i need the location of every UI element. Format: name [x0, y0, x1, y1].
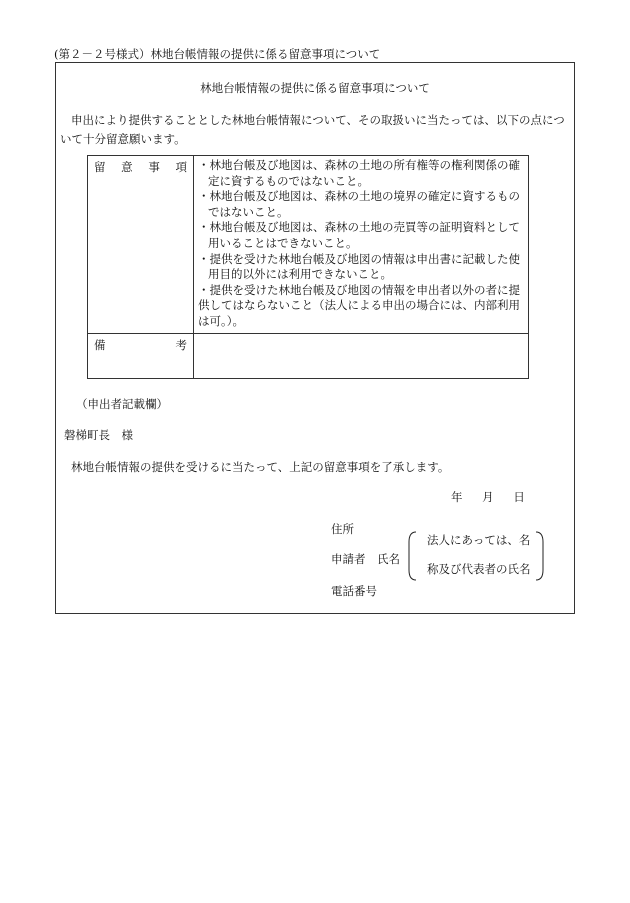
remarks-header-char: 備	[94, 337, 106, 352]
address-label: 住所	[331, 522, 354, 536]
date-line	[451, 489, 541, 505]
remarks-value-cell[interactable]	[194, 333, 529, 378]
intro-paragraph: 申出により提供することとした林地台帳情報について、その取扱いに当たっては、以下の点について十分留意願います。	[60, 113, 565, 146]
note-item: ・提供を受けた林地台帳及び地図の情報を申出者以外の者に提供してはならないこと（法人による申出の場合には、内部利用は可。）。	[198, 282, 520, 328]
addressee: 磐梯町長 様	[64, 428, 133, 442]
notes-items-cell	[194, 156, 529, 334]
remarks-header-char: 考	[175, 337, 187, 352]
date-month-label: 月	[482, 490, 494, 504]
notes-row	[88, 156, 529, 334]
form-frame	[55, 62, 575, 614]
notes-header-char: 項	[175, 160, 187, 174]
notes-header-char: 意	[121, 160, 133, 174]
notes-header-char: 留	[94, 160, 106, 174]
remarks-row	[88, 333, 529, 378]
remarks-header-cell	[88, 333, 194, 378]
applicant-section-label: （申出者記載欄）	[76, 397, 168, 411]
document-title: 林地台帳情報の提供に係る留意事項について	[200, 81, 430, 95]
acknowledgement-text: 林地台帳情報の提供を受けるに当たって、上記の留意事項を了承します。	[71, 460, 450, 474]
note-item: ・林地台帳及び地図は、森林の土地の境界の確定に資するものではないこと。	[198, 189, 520, 219]
form-number-label: (第２－２号様式）林地台帳情報の提供に係る留意事項について	[54, 47, 381, 61]
phone-label: 電話番号	[331, 584, 377, 598]
note-item: ・林地台帳及び地図は、森林の土地の売買等の証明資料として用いることはできないこと。	[198, 220, 520, 250]
notes-table	[87, 155, 529, 379]
note-item: ・提供を受けた林地台帳及び地図の情報は申出書に記載した使用目的以外には利用できないこと。	[198, 251, 520, 282]
corporate-note-bracket	[406, 530, 546, 582]
corporate-note-line1: 法人にあっては、名	[427, 533, 531, 547]
notes-header-char: 事	[148, 160, 160, 174]
note-item: ・林地台帳及び地図は、森林の土地の所有権等の権利関係の確定に資するものではないこと。	[198, 158, 520, 188]
corporate-note-line2: 称及び代表者の氏名	[427, 562, 531, 576]
notes-header-cell	[88, 156, 194, 334]
applicant-name-label: 申請者 氏名	[331, 552, 400, 566]
date-day-label: 日	[513, 490, 525, 504]
date-year-label: 年	[451, 490, 463, 504]
